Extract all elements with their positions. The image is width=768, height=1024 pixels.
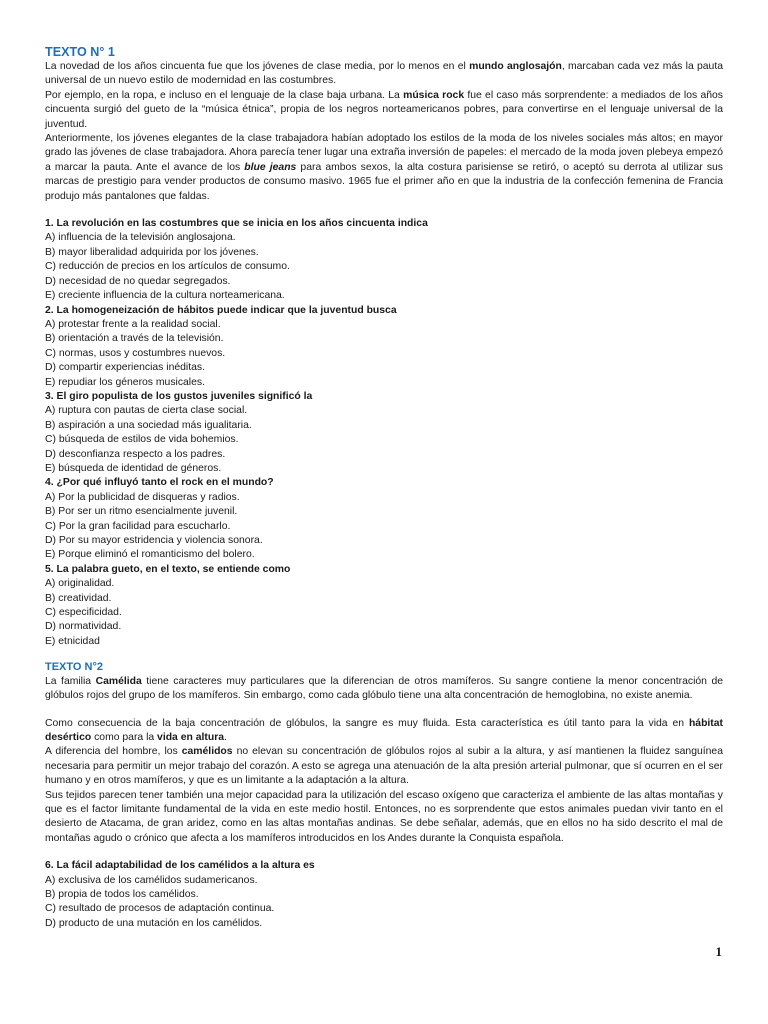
texto1-paragraph-3 [45, 132, 723, 204]
option-2e: E) repudiar los géneros musicales. [45, 376, 205, 388]
emphasis: mundo anglosajón [469, 61, 562, 72]
text-run: La novedad de los años cincuenta fue que los jóvenes de clase media, por lo menos en el [45, 61, 470, 72]
option-6c: C) resultado de procesos de adaptación continua. [45, 903, 275, 915]
option-5c: C) especificidad. [45, 607, 122, 619]
option-3b: B) aspiración a una sociedad más igualitaria. [45, 419, 252, 431]
texto2-paragraph-4: Sus tejidos parecen tener también una mejor capacidad para la utilización del escaso oxígeno que caracteriza el ambiente de las altas montañas y que es el factor limitante fundamental de la vida en este medio hostil. Entonces, no es sorprendente que estos animales puedan vivir tanto en el desierto de Atacama, de gran aridez, como en las altas montañas andinas. Se debe señalar, además, que en ellos no ha sido descrito el mal de montañas agudo o crónico que afecta a los mamíferos introducidos en los Andes durante la Conquista española. [45, 789, 723, 844]
option-3a: A) ruptura con pautas de cierta clase social. [45, 405, 248, 417]
emphasis: Camélida [95, 675, 142, 687]
option-6d: D) producto de una mutación en los camélidos. [45, 917, 263, 929]
option-1b: B) mayor liberalidad adquirida por los jóvenes. [45, 246, 259, 258]
text-run: Por ejemplo, en la ropa, e incluso en el lenguaje de la clase baja urbana. La [45, 89, 404, 101]
option-6b: B) propia de todos los camélidos. [45, 889, 199, 901]
option-5e: E) etnicidad [45, 635, 100, 647]
option-3c: C) búsqueda de estilos de vida bohemios. [45, 434, 239, 446]
option-4d: D) Por su mayor estridencia y violencia sonora. [45, 535, 263, 546]
emphasis: hábitat desértico [45, 717, 723, 743]
question-2: 2. La homogeneización de hábitos puede indicar que la juventud busca [45, 304, 397, 316]
text-run: como para la [91, 731, 158, 743]
option-4e: E) Porque eliminó el romanticismo del bolero. [45, 549, 255, 561]
text-run: Como consecuencia de la baja concentración de glóbulos, la sangre es muy fluida. Esta característica es útil tanto para la vida en [45, 717, 689, 729]
question-block-1 [45, 217, 723, 649]
texto2-paragraph-1 [45, 675, 723, 704]
question-6: 6. La fácil adaptabilidad de los camélidos a la altura es [45, 860, 315, 872]
option-5b: B) creatividad. [45, 592, 112, 604]
question-4: 4. ¿Por qué influyó tanto el rock en el mundo? [45, 477, 274, 489]
texto2-paragraph-2 [45, 717, 723, 746]
question-1: 1. La revolución en las costumbres que se inicia en los años cincuenta indica [45, 218, 428, 230]
option-5d: D) normatividad. [45, 621, 122, 633]
text-run: Anteriormente, los jóvenes elegantes de la clase trabajadora habían adoptado los estilos de la moda de los niveles sociales más altos; en mayor grado las jóvenes de clase trabajadora. Ahora parecía tener lugar una extraña inversión de papeles: el mercado de la moda joven plebeya empezó a marcar la pauta. Ante el avance de los [45, 133, 723, 173]
option-1e: E) creciente influencia de la cultura norteamericana. [45, 290, 285, 302]
question-5: 5. La palabra gueto, en el texto, se entiende como [45, 563, 291, 575]
emphasis: blue jeans [244, 161, 297, 173]
text-run: no elevan su concentración de glóbulos rojos al subir a la altura, y así mantienen la fluidez sanguínea necesaria para permitir un mejor trabajo del corazón. A esto se agrega una atenuación de la alta presión arterial pulmonar, que sí ocurren en el ser humano y en otros mamíferos, y que es un limitante a la adaptación a la altura. [45, 746, 723, 787]
texto1-paragraph-2 [45, 89, 723, 132]
text-run: tiene caracteres muy particulares que la diferencian de otros mamíferos. Su sangre contiene la menor concentración de glóbulos rojos del grupo de los mamíferos. Sin embargo, como cada glóbulo tiene una alta concentración de hemoglobina, no existe anemia. [45, 675, 723, 702]
text-run: , marcaban cada vez más la pauta universal de un nuevo estilo de modernidad en las costumbres. [45, 61, 723, 87]
page-number: 1 [715, 944, 722, 959]
texto2-paragraph-3 [45, 745, 723, 788]
option-6a: A) exclusiva de los camélidos sudamericanos. [45, 874, 258, 886]
option-2c: C) normas, usos y costumbres nuevos. [45, 347, 226, 359]
emphasis: vida en altura [157, 731, 225, 743]
text-run: fue el caso más sorprendente: a mediados de los años cincuenta surgió del gueto de la “música étnica”, propia de los negros norteamericanos pobres, para convertirse en el lenguaje universal de la juventud. [45, 89, 723, 130]
question-block-2 [45, 859, 723, 931]
text-run: . [224, 731, 227, 743]
text-run: A diferencia del hombre, los [45, 746, 182, 758]
document-page [45, 44, 723, 931]
emphasis: camélidos [181, 746, 233, 758]
texto2-title: TEXTO N°2 [45, 661, 103, 674]
option-1c: C) reducción de precios en los artículos de consumo. [45, 261, 290, 273]
text-run: para ambos sexos, la alta costura parisiense se retiró, o aceptó su derrota al utilizar sus marcas de prestigio para vender productos de consumo masivo. 1965 fue el primer año en que la industria de la confección femenina de Francia produjo más pantalones que faldas. [45, 161, 723, 202]
option-1a: A) influencia de la televisión anglosajona. [45, 232, 236, 244]
option-4c: C) Por la gran facilidad para escucharlo. [45, 520, 231, 532]
option-1d: D) necesidad de no quedar segregados. [45, 275, 231, 287]
emphasis: música rock [403, 89, 465, 101]
question-3: 3. El giro populista de los gustos juveniles significó la [45, 390, 313, 402]
option-4a: A) Por la publicidad de disqueras y radios. [45, 491, 240, 503]
option-3e: E) búsqueda de identidad de géneros. [45, 462, 222, 474]
option-3d: D) desconfianza respecto a los padres. [45, 448, 226, 460]
text-run: La familia [45, 675, 96, 687]
option-2b: B) orientación a través de la televisión. [45, 333, 224, 345]
texto1-title: TEXTO N° 1 [45, 45, 115, 59]
option-4b: B) Por ser un ritmo esencialmente juvenil. [45, 506, 238, 518]
option-2d: D) compartir experiencias inéditas. [45, 362, 205, 374]
option-2a: A) protestar frente a la realidad social. [45, 318, 221, 330]
option-5a: A) originalidad. [45, 578, 115, 590]
texto1-paragraph-1 [45, 60, 723, 89]
